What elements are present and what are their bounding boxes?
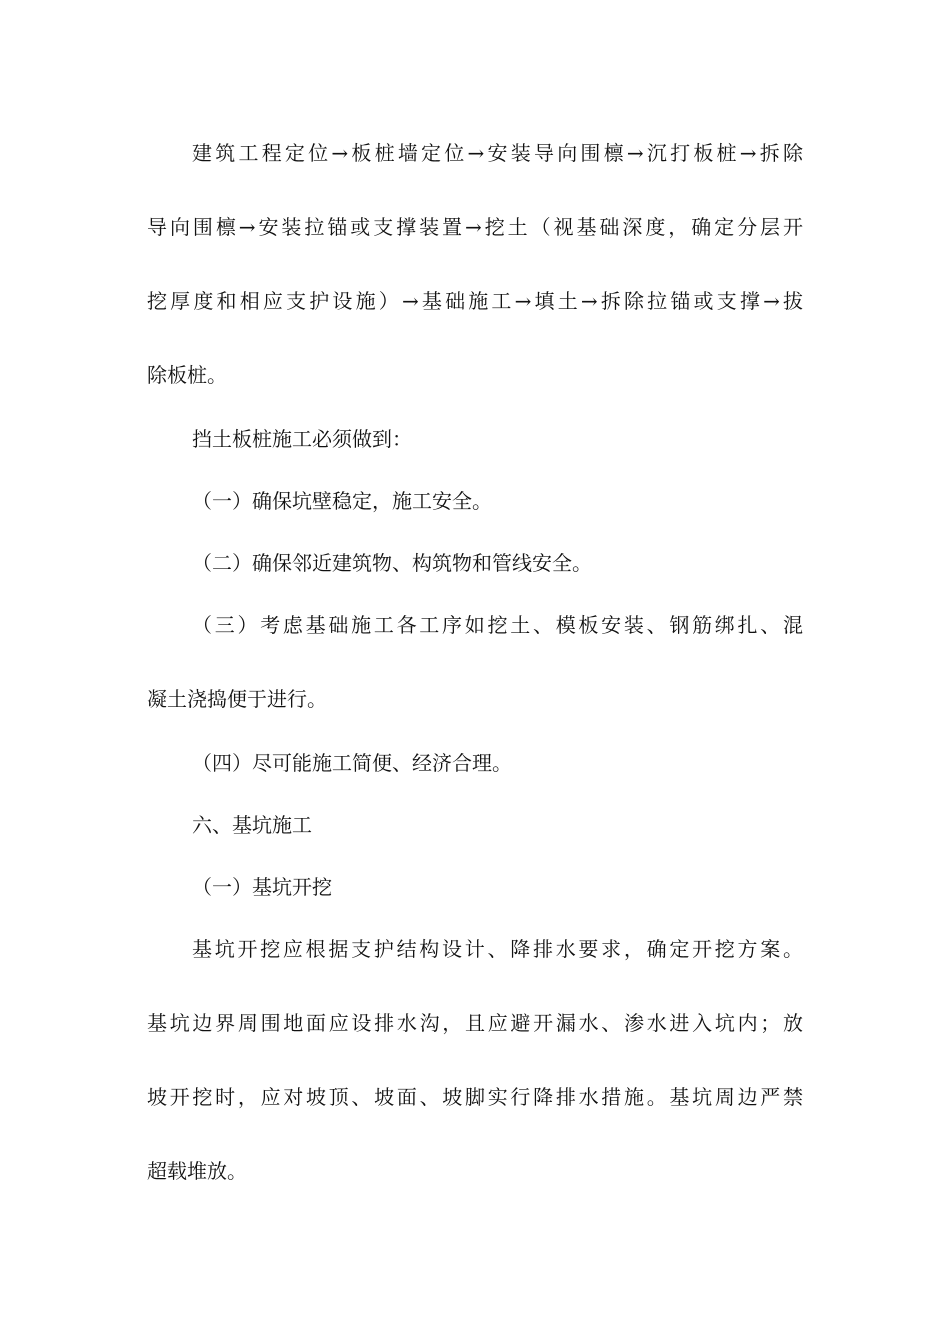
list-item-3-line-2: 凝土浇捣便于进行。 bbox=[147, 687, 327, 711]
list-item-3-line-1: （三）考虑基础施工各工序如挖土、模板安装、钢筋绑扎、混 bbox=[192, 613, 803, 637]
paragraph-3-line-4: 超载堆放。 bbox=[147, 1159, 247, 1183]
paragraph-2: 挡土板桩施工必须做到： bbox=[192, 427, 412, 451]
paragraph-1-line-1: 建筑工程定位→板桩墙定位→安装导向围檩→沉打板桩→拆除 bbox=[192, 141, 803, 165]
paragraph-3-line-2: 基坑边界周围地面应设排水沟，且应避开漏水、渗水进入坑内；放 bbox=[147, 1011, 803, 1035]
paragraph-1-line-2: 导向围檩→安装拉锚或支撑装置→挖土（视基础深度，确定分层开 bbox=[147, 215, 803, 239]
paragraph-3-line-1: 基坑开挖应根据支护结构设计、降排水要求，确定开挖方案。 bbox=[192, 937, 803, 961]
paragraph-3-line-3: 坡开挖时，应对坡顶、坡面、坡脚实行降排水措施。基坑周边严禁 bbox=[147, 1085, 803, 1109]
paragraph-1-line-3: 挖厚度和相应支护设施）→基础施工→填土→拆除拉锚或支撑→拔 bbox=[147, 289, 803, 313]
list-item-4: （四）尽可能施工简便、经济合理。 bbox=[192, 751, 512, 775]
paragraph-1-line-4: 除板桩。 bbox=[147, 363, 227, 387]
subsection-heading: （一）基坑开挖 bbox=[192, 875, 332, 899]
section-heading: 六、基坑施工 bbox=[192, 813, 312, 837]
list-item-2: （二）确保邻近建筑物、构筑物和管线安全。 bbox=[192, 551, 592, 575]
list-item-1: （一）确保坑壁稳定，施工安全。 bbox=[192, 489, 492, 513]
